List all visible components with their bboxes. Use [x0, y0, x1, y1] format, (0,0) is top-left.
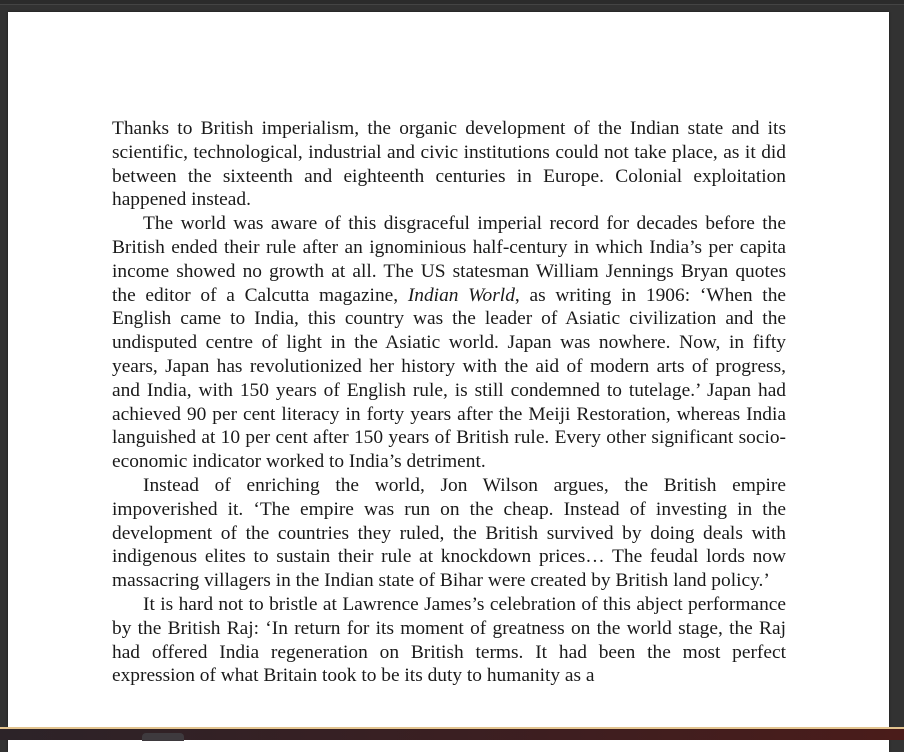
- paragraph-3: [112, 474, 786, 593]
- paragraph-1-text: Thanks to British imperialism, the organic development of the Indian state and its scientific, technological, industrial and civic institutions could not take place, as it did between the sixteenth and eighteenth centuries in Europe. Colonial exploitation happened instead.: [112, 118, 786, 211]
- paragraph-1: [112, 117, 786, 212]
- document-viewer[interactable]: [0, 5, 904, 728]
- taskbar: [0, 727, 904, 740]
- paragraph-4-text: It is hard not to bristle at Lawrence James’s celebration of this abject performance by the British Raj: ‘In return for its moment of greatness on the world stage, the Raj had offered India regeneration on British terms. It had been the most perfect expression of what Britain took to be its duty to humanity as a: [112, 593, 786, 687]
- document-page[interactable]: [8, 12, 889, 752]
- paragraph-2-text-end: , as writing in 1906: ‘When the English came to India, this country was the leader of Asiatic civilization and the undisputed centre of light in the Asiatic world. Japan was nowhere. Now, in fifty years, Japan has revolutionized her history with the aid of modern arts of progress, and India, with 150 years of English rule, is still condemned to tutelage.’ Japan had achieved 90 per cent literacy in forty years after the Meiji Restoration, whereas India languished at 10 per cent after 150 years of British rule. Every other significant socio-economic indicator worked to India’s detriment.: [112, 284, 787, 473]
- paragraph-2: [112, 212, 786, 474]
- paragraph-2-text-start: The world was aware of this disgraceful imperial record for decades before the British ended their rule after an ignominious half-century in which India’s per capita income showed no growth at all. The US statesman William Jennings Bryan quotes the editor of a Calcutta magazine,: [112, 213, 786, 306]
- page-text: [112, 117, 786, 688]
- paragraph-4: [112, 593, 786, 688]
- paragraph-3-text: Instead of enriching the world, Jon Wilson argues, the British empire impoverished it. ‘The empire was run on the cheap. Instead of investing in the development of the countries they ruled, the British survived by doing deals with indigenous elites to sustain their rule at knockdown prices… The feudal lords now massacring villagers in the Indian state of Bihar were created by British land policy.’: [112, 474, 786, 592]
- taskbar-tab[interactable]: [142, 733, 184, 741]
- magazine-title: Indian World: [407, 284, 515, 306]
